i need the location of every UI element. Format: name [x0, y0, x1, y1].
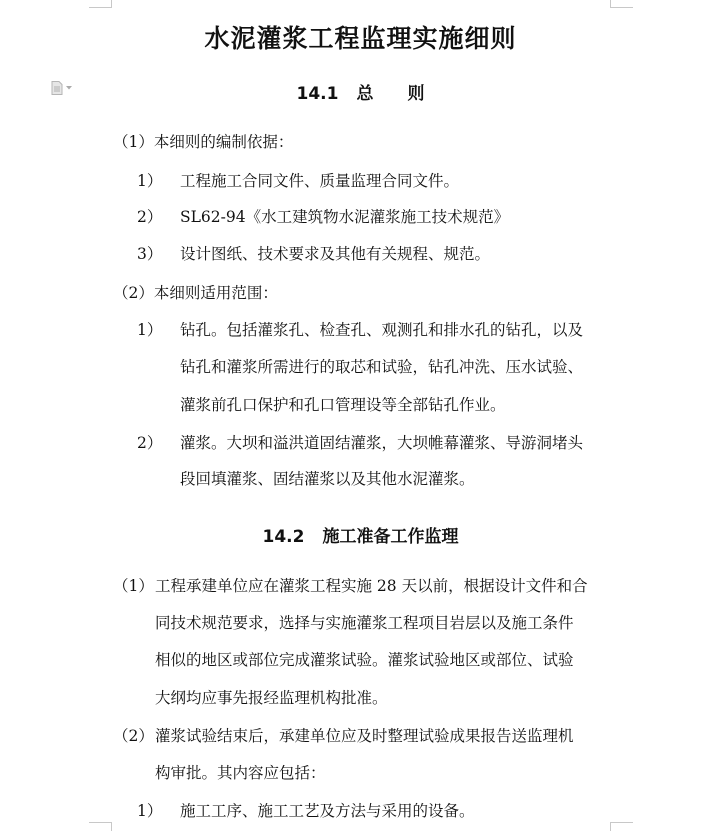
paragraph-line: 相似的地区或部位完成灌浆试验。灌浆试验地区或部位、试验 — [155, 651, 574, 669]
list-item-line: 段回填灌浆、固结灌浆以及其他水泥灌浆。 — [180, 470, 475, 488]
paragraph-1-heading — [113, 130, 293, 152]
section-heading-14-2 — [0, 522, 721, 547]
section-number: 14.2 — [262, 527, 305, 547]
paragraph-2-heading — [113, 281, 278, 303]
list-item-number: 1） — [137, 802, 163, 820]
paragraph-line: 构审批。其内容应包括： — [155, 764, 326, 782]
list-item-number: 2） — [137, 434, 163, 452]
section-title: 施工准备工作监理 — [322, 527, 459, 547]
paragraph-label: （1） — [113, 133, 154, 151]
list-item-text: 工程施工合同文件、质量监理合同文件。 — [180, 172, 460, 190]
list-item-text: 施工工序、施工工艺及方法与采用的设备。 — [180, 802, 475, 820]
list-item-line: 灌浆前孔口保护和孔口管理设等全部钻孔作业。 — [180, 396, 506, 414]
paragraph-line: 工程承建单位应在灌浆工程实施 28 天以前，根据设计文件和合 — [155, 577, 588, 595]
list-item-text: 设计图纸、技术要求及其他有关规程、规范。 — [180, 245, 491, 263]
paragraph-text: 本细则的编制依据： — [153, 133, 294, 151]
list-item-number: 1） — [137, 172, 163, 190]
list-item-text: SL62-94《水工建筑物水泥灌浆施工技术规范》 — [180, 208, 510, 226]
section-number: 14.1 — [296, 84, 339, 104]
paragraph-label: （1） — [113, 577, 154, 595]
section-heading-14-1 — [0, 79, 721, 104]
list-item-number: 3） — [137, 245, 163, 263]
paragraph-label: （2） — [113, 727, 154, 745]
paragraph-line: 同技术规范要求，选择与实施灌浆工程项目岩层以及施工条件 — [155, 614, 574, 632]
paragraph-label: （2） — [113, 284, 154, 302]
list-item-number: 1） — [137, 321, 163, 339]
paragraph-text: 本细则适用范围： — [153, 284, 278, 302]
page-corner-mark — [610, 0, 633, 8]
list-item-number: 2） — [137, 208, 163, 226]
paragraph-line: 大纲均应事先报经监理机构批准。 — [155, 689, 388, 707]
list-item-line: 灌浆。大坝和溢洪道固结灌浆，大坝帷幕灌浆、导游洞堵头 — [180, 434, 584, 452]
list-item-line: 钻孔和灌浆所需进行的取芯和试验，钻孔冲洗、压水试验、 — [180, 358, 584, 376]
page-corner-mark — [89, 0, 112, 8]
list-item-line: 钻孔。包括灌浆孔、检查孔、观测孔和排水孔的钻孔，以及 — [180, 321, 584, 339]
paragraph-line: 灌浆试验结束后，承建单位应及时整理试验成果报告送监理机 — [155, 727, 574, 745]
section-title: 总 则 — [356, 84, 425, 104]
document-title: 水泥灌浆工程监理实施细则 — [204, 24, 517, 53]
